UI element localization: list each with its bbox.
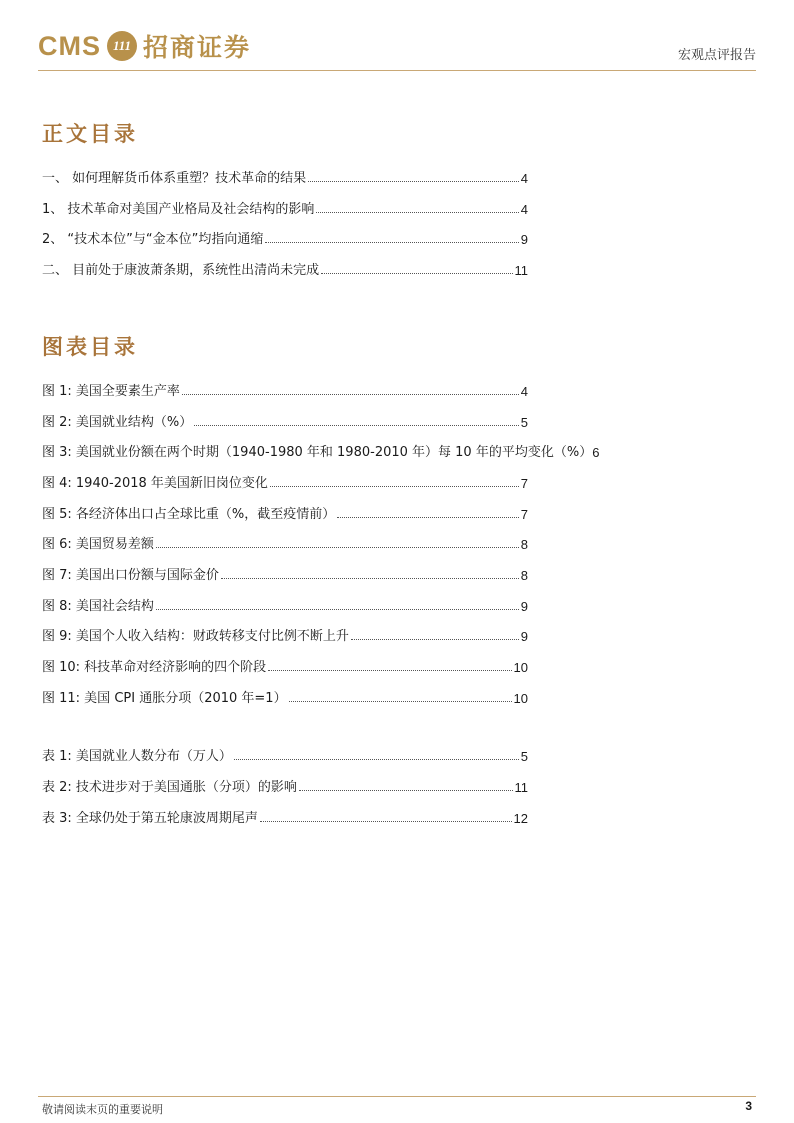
- toc-leader-dots: [182, 394, 519, 395]
- figure-entry-label: 图 9: 美国个人收入结构：财政转移支付比例不断上升: [42, 629, 349, 644]
- main-toc-title: 正文目录: [42, 122, 138, 146]
- toc-entry[interactable]: [42, 166, 528, 186]
- figure-toc-entry[interactable]: [42, 440, 599, 460]
- page-number: 3: [745, 1099, 752, 1113]
- figure-entry-label: 图 6: 美国贸易差额: [42, 537, 154, 552]
- figure-entry-page: 10: [513, 660, 528, 675]
- toc-leader-dots: [289, 701, 512, 702]
- toc-leader-dots: [270, 486, 519, 487]
- figure-entry-label: 图 2: 美国就业结构（%）: [42, 415, 193, 430]
- figure-entry-label: 图 4: 1940-2018 年美国新旧岗位变化: [42, 476, 268, 491]
- footer-divider: [38, 1096, 756, 1097]
- figure-entry-page: 9: [520, 629, 528, 644]
- figure-toc-entry[interactable]: [42, 594, 528, 614]
- table-entry-page: 11: [514, 780, 528, 795]
- toc-leader-dots: [321, 273, 512, 274]
- figure-entry-page: 6: [592, 445, 600, 460]
- figure-entry-page: 4: [520, 384, 528, 399]
- figure-entry-page: 8: [520, 568, 528, 583]
- figure-toc-title: 图表目录: [42, 335, 138, 359]
- figure-entry-page: 10: [513, 691, 528, 706]
- logo-latin-text: CMS: [38, 30, 101, 61]
- toc-entry[interactable]: [42, 227, 528, 247]
- toc-entry-page: 11: [514, 263, 528, 278]
- toc-leader-dots: [234, 759, 519, 760]
- toc-leader-dots: [337, 517, 518, 518]
- table-entry-page: 12: [513, 811, 528, 826]
- logo-chinese-text: 招商证券: [143, 33, 252, 62]
- table-entry-label: 表 1: 美国就业人数分布（万人）: [42, 749, 232, 764]
- toc-leader-dots: [268, 670, 511, 671]
- figure-entry-label: 图 11: 美国 CPI 通胀分项（2010 年=1）: [42, 691, 287, 706]
- table-entry-page: 5: [520, 749, 528, 764]
- figure-toc-entry[interactable]: [42, 563, 528, 583]
- toc-leader-dots: [265, 242, 518, 243]
- toc-leader-dots: [156, 609, 519, 610]
- figure-entry-label: 图 7: 美国出口份额与国际金价: [42, 568, 219, 583]
- toc-entry-label: 一、 如何理解货币体系重塑？技术革命的结果: [42, 171, 307, 186]
- toc-leader-dots: [221, 578, 519, 579]
- figure-toc-entry[interactable]: [42, 410, 528, 430]
- figure-entry-page: 9: [520, 599, 528, 614]
- toc-leader-dots: [308, 181, 519, 182]
- figure-entry-page: 5: [520, 415, 528, 430]
- figure-toc-entry[interactable]: [42, 502, 528, 522]
- table-toc-entry[interactable]: [42, 744, 528, 764]
- toc-leader-dots: [351, 639, 519, 640]
- figure-entry-label: 图 10: 科技革命对经济影响的四个阶段: [42, 660, 267, 675]
- table-toc-entry[interactable]: [42, 775, 528, 795]
- disclaimer-note: 敬请阅读末页的重要说明: [42, 1103, 163, 1116]
- figure-toc-entry[interactable]: [42, 624, 528, 644]
- toc-entry-page: 4: [520, 171, 528, 186]
- header-divider: [38, 70, 756, 71]
- figure-toc-entry[interactable]: [42, 532, 528, 552]
- table-entry-label: 表 3: 全球仍处于第五轮康波周期尾声: [42, 811, 258, 826]
- figure-entry-page: 7: [520, 507, 528, 522]
- toc-leader-dots: [156, 547, 519, 548]
- toc-leader-dots: [299, 790, 513, 791]
- page-header: [38, 22, 756, 72]
- figure-entry-page: 8: [520, 537, 528, 552]
- figure-toc-entry[interactable]: [42, 686, 528, 706]
- toc-leader-dots: [194, 425, 518, 426]
- figure-toc-entry[interactable]: [42, 655, 528, 675]
- figure-entry-label: 图 8: 美国社会结构: [42, 599, 154, 614]
- table-entry-label: 表 2: 技术进步对于美国通胀（分项）的影响: [42, 780, 297, 795]
- toc-leader-dots: [316, 212, 518, 213]
- company-logo: [38, 28, 251, 64]
- toc-entry-label: 2、 “技术本位”与“金本位”均指向通缩: [42, 232, 264, 247]
- figure-toc-entry[interactable]: [42, 379, 528, 399]
- report-type-label: 宏观点评报告: [677, 48, 756, 63]
- toc-entry[interactable]: [42, 197, 528, 217]
- logo-badge-icon: 111: [107, 31, 137, 61]
- toc-entry-label: 二、 目前处于康波萧条期，系统性出清尚未完成: [42, 263, 320, 278]
- table-toc-entry[interactable]: [42, 806, 528, 826]
- toc-entry-page: 9: [520, 232, 528, 247]
- figure-entry-label: 图 5: 各经济体出口占全球比重（%，截至疫情前）: [42, 507, 336, 522]
- toc-leader-dots: [260, 821, 512, 822]
- figure-toc-entry[interactable]: [42, 471, 528, 491]
- figure-entry-label: 图 3: 美国就业份额在两个时期（1940-1980 年和 1980-2010 年）每 10 年的平均变化（%）: [42, 445, 593, 460]
- toc-entry[interactable]: [42, 258, 528, 278]
- toc-entry-label: 1、 技术革命对美国产业格局及社会结构的影响: [42, 202, 315, 217]
- figure-entry-page: 7: [520, 476, 528, 491]
- toc-entry-page: 4: [520, 202, 528, 217]
- figure-entry-label: 图 1: 美国全要素生产率: [42, 384, 180, 399]
